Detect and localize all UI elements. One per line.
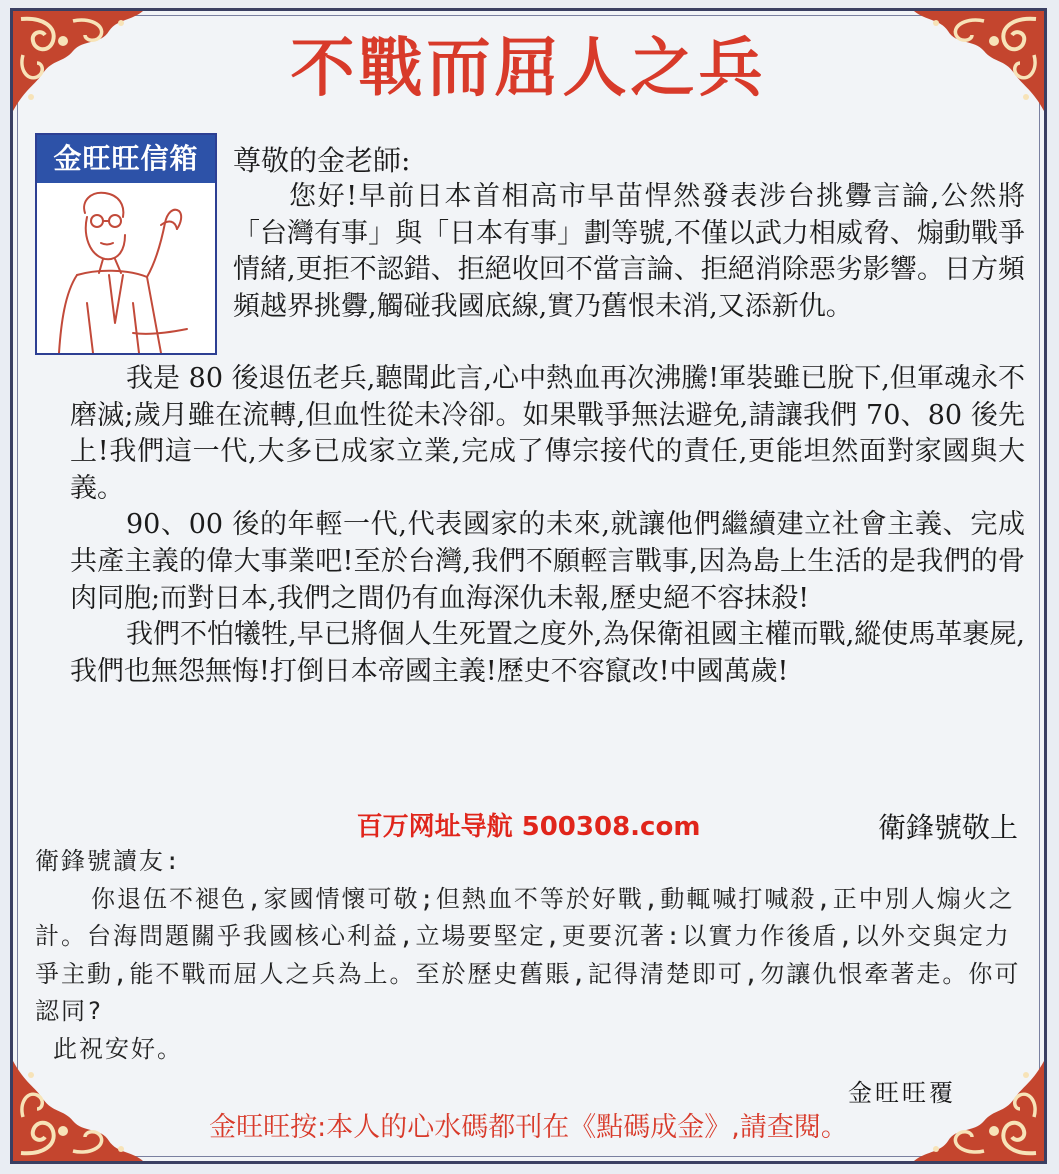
letter-salutation: 尊敬的金老師: — [233, 144, 411, 177]
mailbox-column-page — [10, 8, 1047, 1164]
letter-paragraph-2: 我是 80 後退伍老兵,聽聞此言,心中熱血再次沸騰!軍裝雖已脫下,但軍魂永不磨滅;歲月雖在流轉,但血性從未冷卻。如果戰爭無法避免,請讓我們 70、80 後先上!我們這一代,大多已成家立業,完成了傳宗接代的責任,更能坦然面對家國與大義。 — [70, 363, 1025, 504]
reply-closing: 此祝安好。 — [53, 1034, 183, 1063]
footnote: 金旺旺按:本人的心水碼都刊在《點碼成金》,請查閱。 — [209, 1112, 848, 1143]
watermark-text: 百万网址导航 500308.com — [356, 812, 701, 842]
letter-paragraph-4: 我們不怕犧牲,早已將個人生死置之度外,為保衛祖國主權而戰,縱使馬革裹屍,我們也無怨無悔!打倒日本帝國主義!歷史不容竄改!中國萬歲! — [70, 619, 1025, 687]
article-title: 不戰而屈人之兵 — [290, 31, 767, 106]
letter-body — [70, 361, 1025, 690]
columnist-illustration — [37, 183, 215, 353]
reply-section — [35, 843, 1025, 1068]
reply-greeting: 衛鋒號讀友: — [35, 847, 182, 875]
letter-paragraph-1 — [233, 179, 1025, 325]
reply-body: 你退伍不褪色,家國情懷可敬;但熱血不等於好戰,動輒喊打喊殺,正中別人煽火之計。台海問題關乎我國核心利益,立場要堅定,更要沉著:以實力作後盾,以外交與定力爭主動,能不戰而屈人之兵為上。至於歷史舊賬,記得清楚即可,勿讓仇恨牽著走。你可認同? — [35, 884, 1021, 1025]
column-label: 金旺旺信箱 — [37, 135, 215, 183]
letter-paragraph-3: 90、00 後的年輕一代,代表國家的未來,就讓他們繼續建立社會主義、完成共產主義的偉大事業吧!至於台灣,我們不願輕言戰事,因為島上生活的是我們的骨肉同胞;而對日本,我們之間仍有血海深仇未報,歷史絕不容抹殺! — [70, 509, 1025, 614]
letter-signature: 衛鋒號敬上 — [877, 811, 1018, 844]
column-badge — [35, 133, 217, 355]
reply-signature: 金旺旺覆 — [848, 1079, 956, 1107]
paragraph-text: 您好!早前日本首相高市早苗悍然發表涉台挑釁言論,公然將「台灣有事」與「日本有事」劃等號,不僅以武力相威脅、煽動戰爭情緒,更拒不認錯、拒絕收回不當言論、拒絕消除惡劣影響。日方頻頻越界挑釁,觸碰我國底線,實乃舊恨未消,又添新仇。 — [233, 181, 1025, 322]
